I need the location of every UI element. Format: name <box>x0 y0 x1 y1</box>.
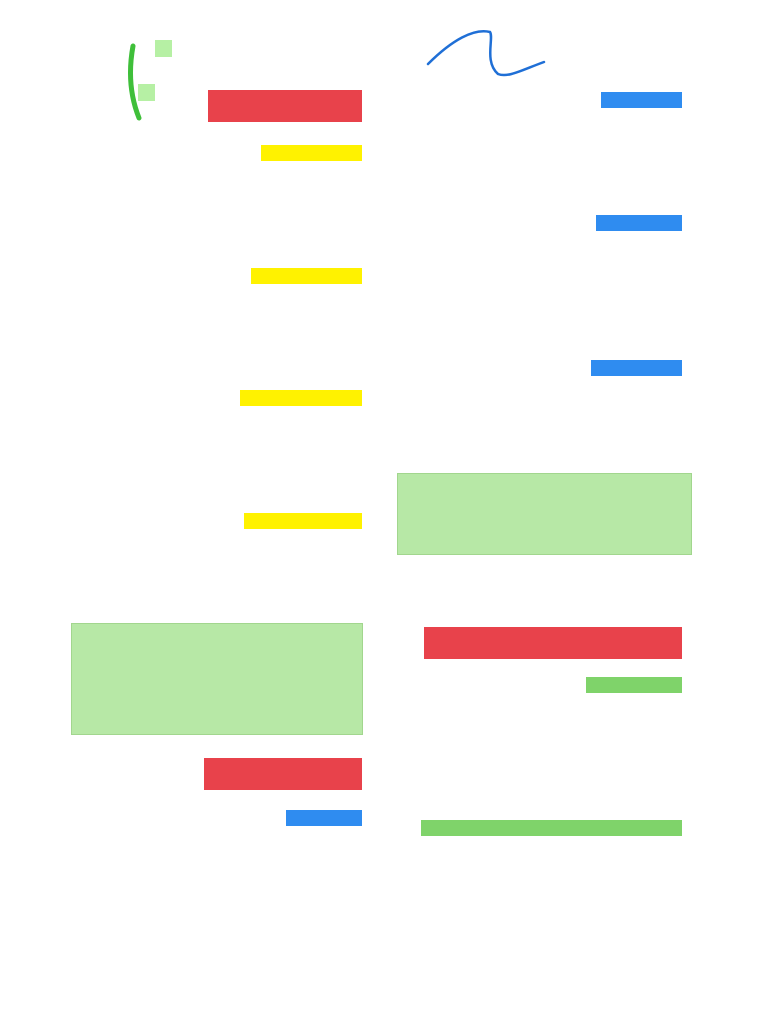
section-heading <box>601 92 682 108</box>
section-title-technology <box>424 627 682 659</box>
section-4 <box>90 513 362 621</box>
section-heading <box>240 390 362 406</box>
section-r3 <box>405 360 682 446</box>
page-title <box>208 90 362 122</box>
section-3 <box>90 390 362 498</box>
section-text <box>405 134 682 200</box>
section-tech-2 <box>405 820 682 900</box>
section-text <box>90 187 362 253</box>
section-r1 <box>405 92 682 200</box>
section-heading <box>251 268 362 284</box>
blue-doodle-stroke <box>422 22 552 92</box>
section-heading <box>591 360 682 376</box>
section-text <box>405 402 682 446</box>
section-text <box>90 310 362 376</box>
section-text <box>405 856 682 900</box>
green-square-top <box>155 40 172 57</box>
section-title-freedom <box>204 758 362 790</box>
section-text <box>90 555 362 621</box>
section-heading <box>261 145 362 161</box>
section-tech-1 <box>405 677 682 805</box>
section-text <box>90 846 362 890</box>
section-freedom <box>90 810 362 890</box>
section-heading <box>421 820 682 836</box>
section-heading <box>586 677 682 693</box>
section-text <box>405 717 682 805</box>
section-2 <box>90 268 362 376</box>
section-r2 <box>405 215 682 345</box>
section-text <box>405 257 682 345</box>
section-text <box>90 432 362 498</box>
green-square-bottom <box>138 84 155 101</box>
section-heading <box>244 513 362 529</box>
conclusion-box-left <box>71 623 363 735</box>
conclusion-box-right <box>397 473 692 555</box>
section-heading <box>286 810 362 826</box>
section-heading <box>596 215 682 231</box>
section-1 <box>90 145 362 253</box>
